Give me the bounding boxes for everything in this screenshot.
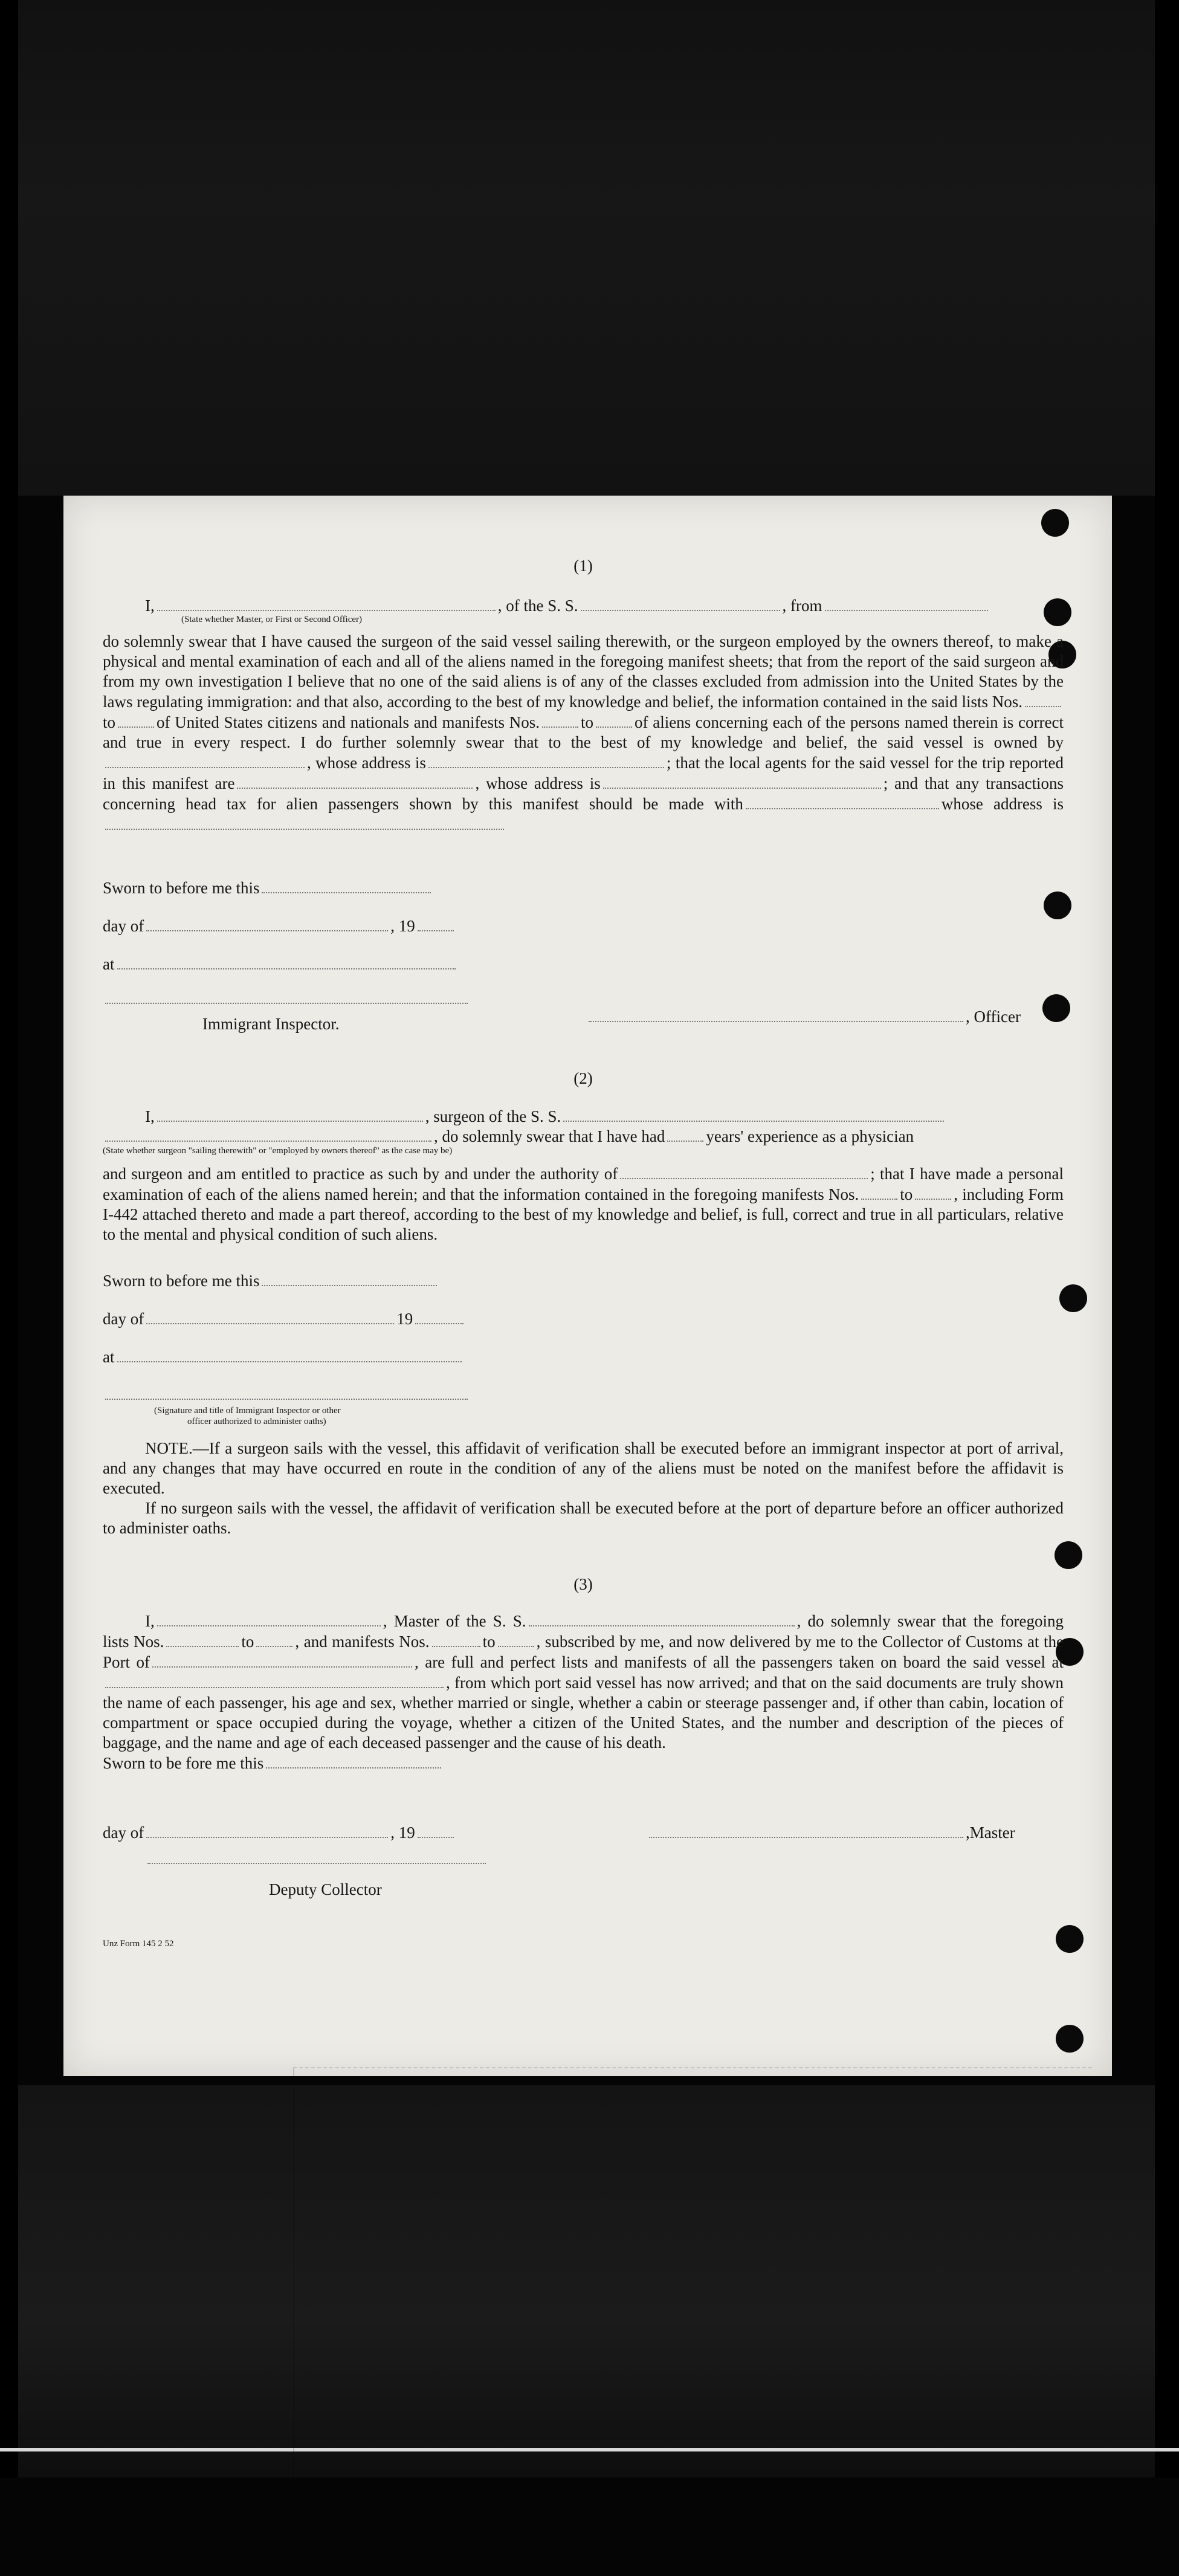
s2-body-c: , including Form I-442 attached thereto and made a part thereof, according to the best of my knowledge and belief, is full, correct and true in all particulars, relative to the mental and physical condition of such aliens. [103, 1185, 1064, 1243]
s3-to2: to [482, 1633, 496, 1651]
deputy-collector-label: Deputy Collector [269, 1880, 382, 1898]
manifest-no-blank [542, 712, 578, 728]
s1-us-citizens: of United States citizens and nationals and manifests Nos. [157, 713, 540, 731]
s3-body-b: which port said vessel has now arrived; and that on the said documents are truly shown the name of each passenger, his age and sex, whether married or single, whether a cabin or steerage passenger and, if other than cabin, location of compartment or space occupied during the voyage, whether a citizen of the United States, and the number and description of the pieces of baggage, and the name and age of each deceased passenger and the cause of his death. [103, 1674, 1064, 1752]
s1-sworn-blank [262, 878, 431, 893]
note-2-text: If no surgeon sails with the vessel, the affidavit of verification shall be executed before at the port of departure before an officer authorized to administer oaths. [103, 1499, 1064, 1537]
note-1 [103, 1438, 1064, 1498]
s2-sworn-line [103, 1270, 439, 1291]
s3-list-blank [166, 1631, 239, 1647]
s2-i: I, [145, 1107, 155, 1125]
section-1-body [103, 632, 1064, 835]
s1-whose-address2: , whose address is [475, 774, 601, 792]
sig-note-1: (Signature and title of Immigrant Inspector or other [154, 1406, 341, 1416]
punch-hole [1059, 1284, 1087, 1312]
section-3-body [103, 1611, 1064, 1773]
s3-collector-line [145, 1848, 488, 1869]
authority-blank [620, 1163, 868, 1179]
s3-vessel-blank [529, 1611, 795, 1626]
s1-transactions: ; and that any transactions concerning head tax for alien passengers shown by this manifest should be made with [103, 774, 1064, 813]
s3-manifest-blank [432, 1631, 480, 1647]
s1-body1: do solemnly swear that I have caused the surgeon of the said vessel sailing therewith, or the surgeon employed by the owners thereof, to make a physical and mental examination of each and all of the aliens named in the foregoing manifest sheets; that from the report of the said surgeon and from my own investigation I believe that no one of the said aliens is of any of the classes excluded from admission into the United States by the laws regulating immigration: and that also, according to the best of my knowledge and belief, the information contained in the said lists Nos. [103, 632, 1064, 711]
from-port-blank [825, 595, 988, 611]
s3-collector-blank [147, 1848, 486, 1864]
s3-swear: , do solemnly swear [796, 1612, 935, 1630]
s3-subscribed: , subscribed by me, and now delivered by me to the Collector of Customs at the Port of [103, 1633, 1064, 1671]
vessel-name-blank [581, 595, 780, 611]
s1-at-blank [117, 954, 456, 969]
section-2-number: (2) [573, 1069, 593, 1087]
punch-hole [1041, 509, 1069, 537]
s2-at-blank [117, 1347, 462, 1362]
punch-hole [1055, 1541, 1082, 1569]
sig-note-2: officer authorized to administer oaths) [187, 1417, 326, 1426]
s2-manifest-blank [861, 1184, 897, 1200]
s1-signature-line [103, 988, 470, 1009]
punch-hole [1056, 2025, 1084, 2053]
punch-hole [1056, 1925, 1084, 1953]
punch-hole [1044, 598, 1071, 626]
s2-sworn: Sworn to before me this [103, 1272, 260, 1290]
s2-at: at [103, 1348, 115, 1366]
s3-manifest-blank [498, 1631, 534, 1647]
s3-full-perfect: , are full and perfect lists and manifests of all the passengers taken on board the said vessel at [414, 1653, 1064, 1671]
officer-line [586, 1006, 1021, 1027]
s1-of-aliens: of aliens concerning each of the persons named therein is correct and true in every respect. I do further solemnly swear that to the best of my knowledge and belief, the said vessel is owned by [103, 713, 1064, 751]
s1-i: I, [145, 597, 155, 615]
s3-master-label: ,Master [966, 1824, 1015, 1842]
officer-label: , Officer [966, 1008, 1021, 1026]
inspector-signature-blank [105, 988, 468, 1004]
surgeon-name-blank [157, 1106, 423, 1122]
s2-year-blank [415, 1309, 464, 1324]
s1-local-agents: ; that the local agents for the said vessel for the trip reported in this manifest are [103, 754, 1064, 792]
s2-nineteen: 19 [396, 1310, 413, 1328]
s3-and-manifests: , and manifests Nos. [295, 1633, 430, 1651]
film-background-top [0, 0, 1179, 496]
s3-master-of: , Master of the S. S. [383, 1612, 526, 1630]
head-tax-address-blank [105, 814, 504, 830]
s2-signature-blank [105, 1384, 468, 1400]
s2-to: to [900, 1185, 913, 1203]
head-tax-blank [746, 794, 939, 809]
agents-address-blank [603, 773, 881, 789]
s1-day-blank [146, 916, 388, 931]
s3-day-blank [146, 1822, 388, 1838]
s2-day-blank [146, 1309, 394, 1324]
section-3-number: (3) [573, 1575, 593, 1593]
s1-whose-address: , whose address is [307, 754, 426, 772]
s1-from: , from [782, 597, 822, 615]
s2-at-line [103, 1347, 464, 1367]
s1-whose-address3: whose address is [941, 795, 1064, 813]
s2-first-line [145, 1106, 946, 1127]
s1-sworn: Sworn to before me this [103, 879, 260, 897]
s2-day-line [103, 1309, 466, 1329]
years-blank [667, 1126, 703, 1142]
s1-nineteen: , 19 [390, 917, 415, 935]
s1-to1: to [103, 713, 116, 731]
owner-blank [105, 752, 305, 768]
form-number: Unz Form 145 2 52 [103, 1939, 174, 1949]
s2-vessel-blank [563, 1106, 944, 1122]
s3-sworn-blank [266, 1753, 441, 1769]
list-no-blank [118, 712, 154, 728]
s2-body-b: that I have made a personal examination of each of the aliens named herein; and that the information contained in the foregoing manifests Nos. [103, 1165, 1064, 1203]
punch-hole [1044, 892, 1071, 919]
film-edge-left [0, 0, 18, 2477]
s3-to1: to [241, 1633, 254, 1651]
s2-manifest-blank [915, 1184, 951, 1200]
officer-signature-blank [589, 1006, 963, 1022]
note-2 [103, 1498, 1064, 1538]
section-2-body: and surgeon and am entitled to practice as such by and under the authority of ; that I have made a personal examination of each of the aliens named herein; and that the information contained in the foregoing manifests Nos. to , including Form I-442 attached thereto and made a part thereof, according to the best of my knowledge and belief, is full, correct and true in all particulars, relative to the mental and physical condition of such aliens. [103, 1165, 1064, 1243]
master-name-blank [157, 595, 496, 611]
note-1-text: NOTE.—If a surgeon sails with the vessel, this affidavit of verification shall be executed before an immigrant inspector at port of arrival, and any changes that may have occurred en route in the condition of any of the aliens must be noted on the manifest before the affidavit is executed. [103, 1439, 1064, 1497]
s3-nineteen: , 19 [390, 1824, 415, 1842]
note-surgeon: (State whether surgeon "sailing therewith" or "employed by owners thereof" as the case may be) [103, 1146, 453, 1156]
s1-to2: to [580, 713, 593, 731]
bleed-through-lines [293, 2067, 1092, 2576]
s2-signature-line [103, 1384, 470, 1405]
boarding-port-blank [105, 1672, 444, 1688]
s1-year-blank [418, 916, 454, 931]
s3-list-blank [256, 1631, 292, 1647]
s2-second-line [103, 1126, 914, 1147]
s3-year-blank [418, 1822, 454, 1838]
s3-master-blank [157, 1611, 381, 1626]
s3-from: , from [446, 1674, 486, 1692]
s3-body-a: that the foregoing lists Nos. [103, 1612, 1064, 1651]
s3-master-signature-blank [649, 1822, 963, 1838]
s1-of-ss: , of the S. S. [497, 597, 578, 615]
port-blank [152, 1652, 412, 1668]
manifest-no-blank [596, 712, 632, 728]
s2-surgeon-of: , surgeon of the S. S. [425, 1107, 561, 1125]
section-1-number: (1) [573, 557, 593, 575]
section-1-first-line [145, 595, 990, 616]
s2-day-of: day of [103, 1310, 144, 1328]
s2-years: years' experience as a physician [706, 1127, 914, 1145]
s1-at: at [103, 955, 115, 973]
owner-address-blank [428, 752, 664, 768]
manifest-page [63, 496, 1112, 2076]
s2-body-a: and surgeon and am entitled to practice as such by and under the authority of [103, 1165, 618, 1183]
immigrant-inspector-label: Immigrant Inspector. [202, 1015, 340, 1033]
agents-blank [237, 773, 473, 789]
s3-master-sign-line [647, 1822, 1015, 1843]
s1-day-line [103, 916, 456, 936]
s2-sworn-blank [262, 1270, 437, 1286]
s1-day-of: day of [103, 917, 144, 935]
surgeon-type-blank [105, 1126, 431, 1142]
film-edge-right [1155, 0, 1179, 2477]
s3-day-line [103, 1822, 456, 1843]
s1-at-line [103, 954, 458, 974]
punch-hole [1042, 994, 1070, 1022]
s2-swear-had: , do solemnly swear that I have had [434, 1127, 665, 1145]
s3-sworn: Sworn to be fore me this [103, 1754, 264, 1772]
s3-day-of: day of [103, 1824, 144, 1842]
s3-i: I, [145, 1612, 155, 1630]
list-no-blank [1025, 691, 1061, 707]
s1-sworn-line [103, 878, 433, 898]
note-master: (State whether Master, or First or Second Officer) [181, 615, 363, 624]
